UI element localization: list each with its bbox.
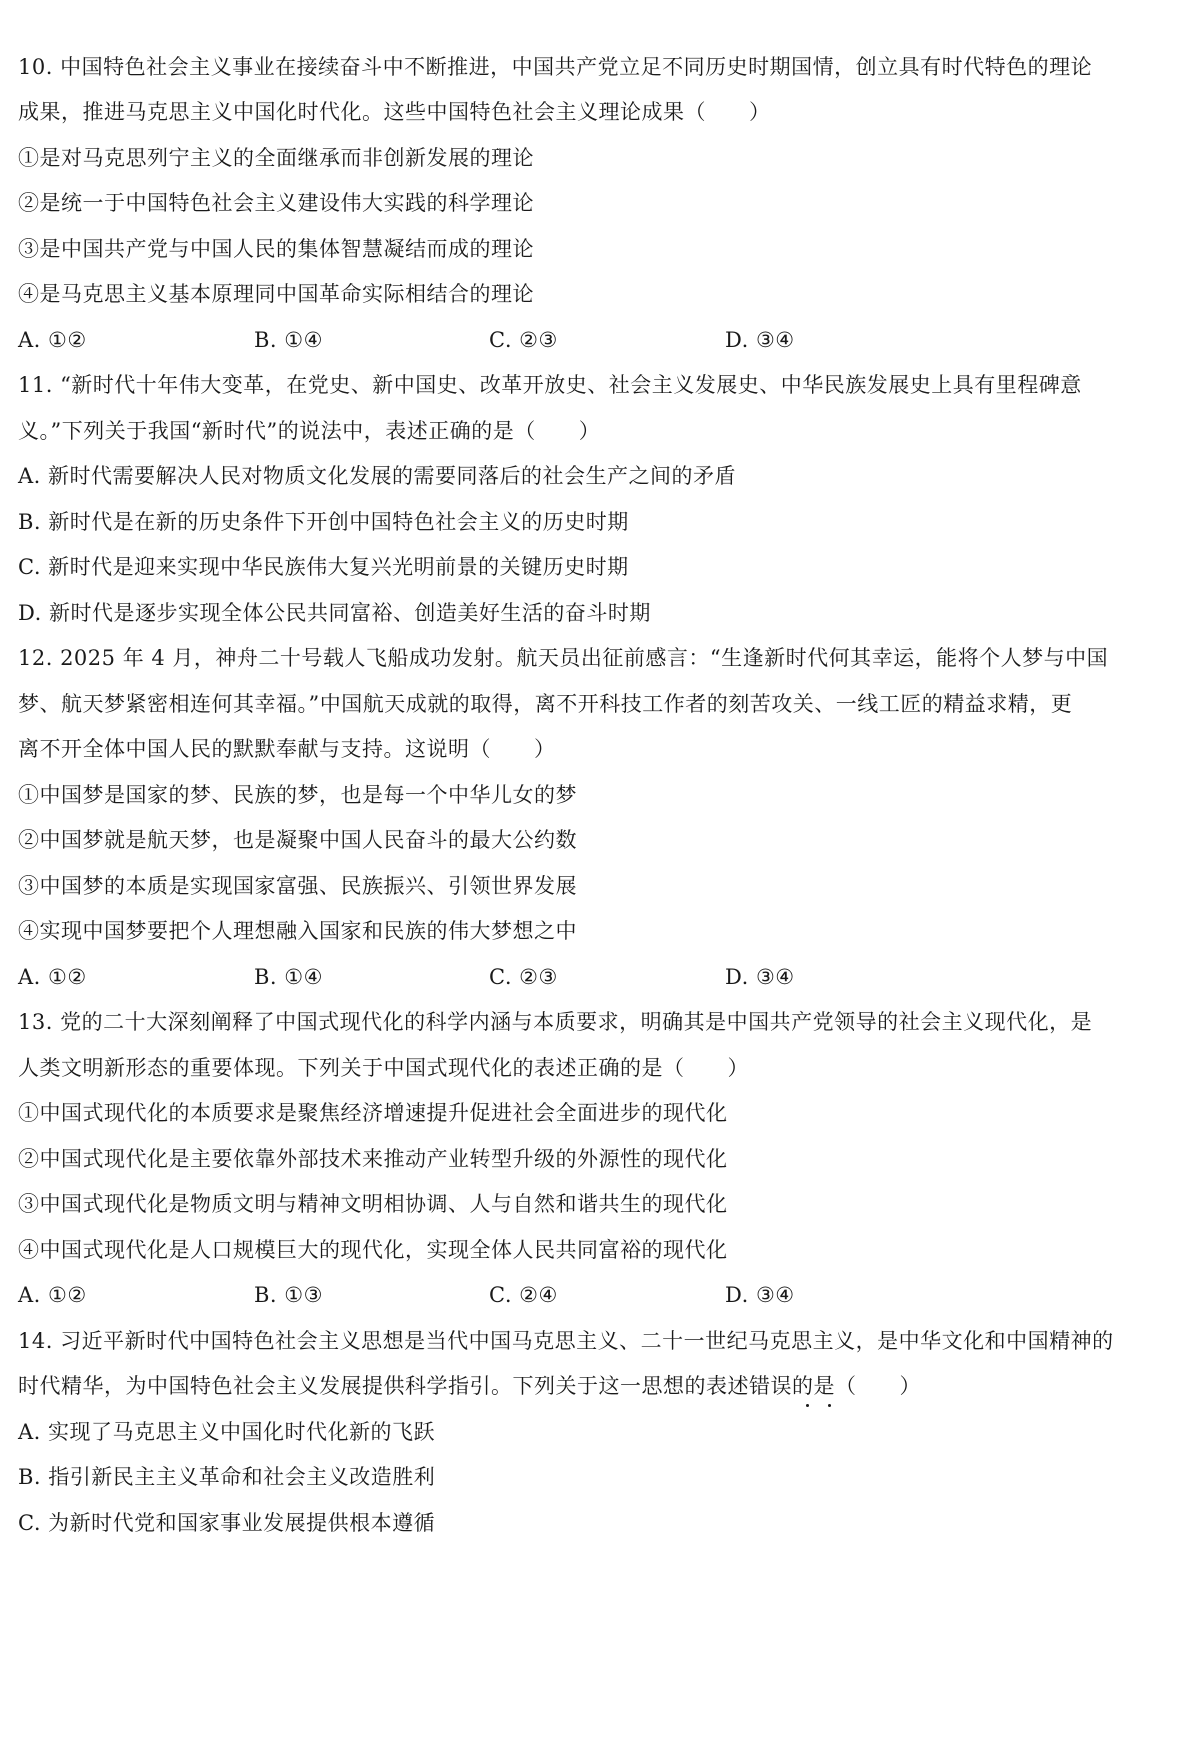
q12-option-c: C. ②③ bbox=[489, 965, 558, 989]
q13-item-2: ②中国式现代化是主要依靠外部技术来推动产业转型升级的外源性的现代化 bbox=[18, 1147, 728, 1171]
q10-stem-line-2: 成果，推进马克思主义中国化时代化。这些中国特色社会主义理论成果（ ） bbox=[18, 100, 771, 124]
q11-choice-b: B. 新时代是在新的历史条件下开创中国特色社会主义的历史时期 bbox=[18, 510, 629, 534]
q13-option-a: A. ①② bbox=[18, 1283, 87, 1307]
q10-item-2: ②是统一于中国特色社会主义建设伟大实践的科学理论 bbox=[18, 191, 534, 215]
q13-item-3: ③中国式现代化是物质文明与精神文明相协调、人与自然和谐共生的现代化 bbox=[18, 1192, 728, 1216]
q14-stem-line-2: 时代精华，为中国特色社会主义发展提供科学指引。下列关于这一思想的表述错误的是（ ） bbox=[18, 1374, 921, 1398]
q10-option-b: B. ①④ bbox=[254, 328, 323, 352]
q12-option-d: D. ③④ bbox=[725, 965, 795, 989]
q12-stem-line-1: 12. 2025 年 4 月，神舟二十号载人飞船成功发射。航天员出征前感言：“生逢新时代何其幸运，能将个人梦与中国 bbox=[18, 646, 1109, 670]
q11-stem-line-2: 义。”下列关于我国“新时代”的说法中，表述正确的是（ ） bbox=[18, 419, 601, 443]
q11-choice-d: D. 新时代是逐步实现全体公民共同富裕、创造美好生活的奋斗时期 bbox=[18, 601, 651, 625]
q13-option-d: D. ③④ bbox=[725, 1283, 795, 1307]
q10-stem-line-1: 10. 中国特色社会主义事业在接续奋斗中不断推进，中国共产党立足不同历史时期国情，创立具有时代特色的理论 bbox=[18, 55, 1093, 79]
q13-item-4: ④中国式现代化是人口规模巨大的现代化，实现全体人民共同富裕的现代化 bbox=[18, 1238, 728, 1262]
q14-choice-b: B. 指引新民主主义革命和社会主义改造胜利 bbox=[18, 1465, 436, 1489]
q12-option-b: B. ①④ bbox=[254, 965, 323, 989]
q12-item-2: ②中国梦就是航天梦，也是凝聚中国人民奋斗的最大公约数 bbox=[18, 828, 577, 852]
q11-choice-a: A. 新时代需要解决人民对物质文化发展的需要同落后的社会生产之间的矛盾 bbox=[18, 464, 737, 488]
q13-option-c: C. ②④ bbox=[489, 1283, 558, 1307]
q10-option-a: A. ①② bbox=[18, 328, 87, 352]
q12-item-4: ④实现中国梦要把个人理想融入国家和民族的伟大梦想之中 bbox=[18, 919, 577, 943]
q12-item-3: ③中国梦的本质是实现国家富强、民族振兴、引领世界发展 bbox=[18, 874, 577, 898]
q10-item-4: ④是马克思主义基本原理同中国革命实际相结合的理论 bbox=[18, 282, 534, 306]
q10-option-c: C. ②③ bbox=[489, 328, 558, 352]
q14-choice-a: A. 实现了马克思主义中国化时代化新的飞跃 bbox=[18, 1420, 436, 1444]
q14-choice-c: C. 为新时代党和国家事业发展提供根本遵循 bbox=[18, 1511, 436, 1535]
q13-stem-line-2: 人类文明新形态的重要体现。下列关于中国式现代化的表述正确的是（ ） bbox=[18, 1056, 749, 1080]
emphasis-dot bbox=[806, 1404, 809, 1407]
q14-stem-line-1: 14. 习近平新时代中国特色社会主义思想是当代中国马克思主义、二十一世纪马克思主义，是中华文化和中国精神的 bbox=[18, 1329, 1114, 1353]
q12-option-a: A. ①② bbox=[18, 965, 87, 989]
q13-option-b: B. ①③ bbox=[254, 1283, 323, 1307]
q10-item-3: ③是中国共产党与中国人民的集体智慧凝结而成的理论 bbox=[18, 237, 534, 261]
q11-choice-c: C. 新时代是迎来实现中华民族伟大复兴光明前景的关键历史时期 bbox=[18, 555, 629, 579]
q10-item-1: ①是对马克思列宁主义的全面继承而非创新发展的理论 bbox=[18, 146, 534, 170]
q12-item-1: ①中国梦是国家的梦、民族的梦，也是每一个中华儿女的梦 bbox=[18, 783, 577, 807]
emphasis-dot bbox=[828, 1404, 831, 1407]
q13-item-1: ①中国式现代化的本质要求是聚焦经济增速提升促进社会全面进步的现代化 bbox=[18, 1101, 728, 1125]
q12-stem-line-2: 梦、航天梦紧密相连何其幸福。”中国航天成就的取得，离不开科技工作者的刻苦攻关、一线工匠的精益求精，更 bbox=[18, 692, 1073, 716]
q10-option-d: D. ③④ bbox=[725, 328, 795, 352]
q13-stem-line-1: 13. 党的二十大深刻阐释了中国式现代化的科学内涵与本质要求，明确其是中国共产党领导的社会主义现代化，是 bbox=[18, 1010, 1093, 1034]
q11-stem-line-1: 11. “新时代十年伟大变革，在党史、新中国史、改革开放史、社会主义发展史、中华民族发展史上具有里程碑意 bbox=[18, 373, 1082, 397]
q12-stem-line-3: 离不开全体中国人民的默默奉献与支持。这说明（ ） bbox=[18, 737, 556, 761]
